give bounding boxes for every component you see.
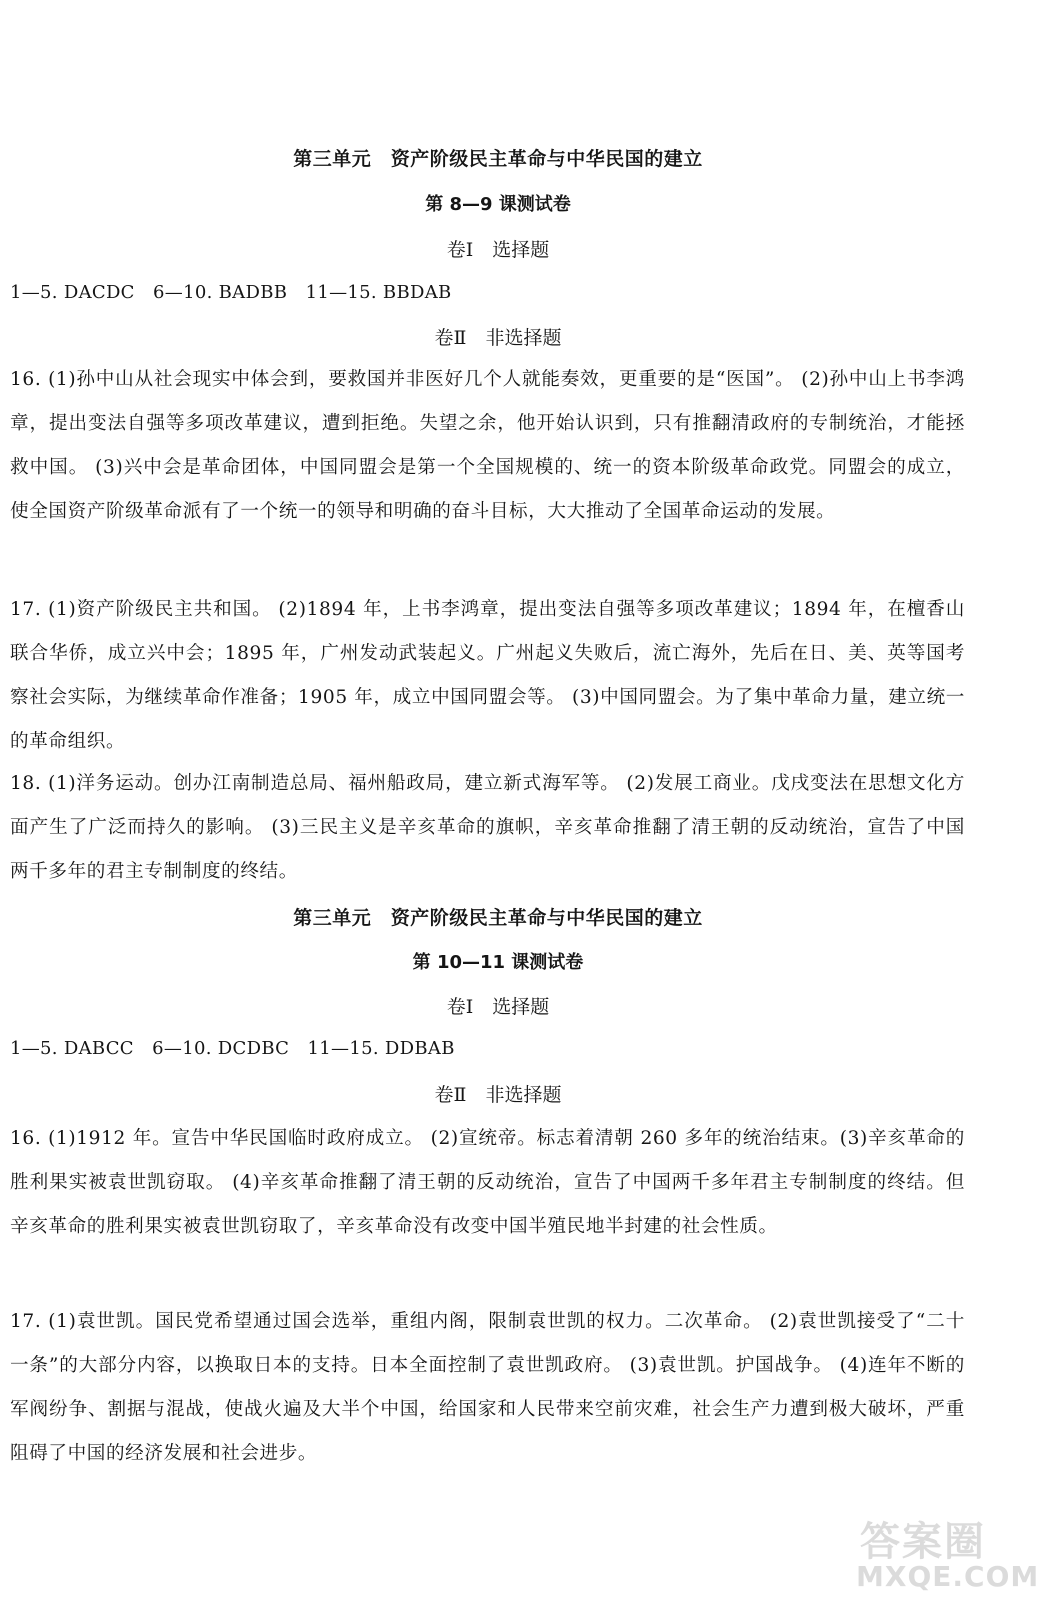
site-watermark-logo xyxy=(852,1510,1039,1596)
answer-16-section2: 16. (1)1912 年。宣告中华民国临时政府成立。 (2)宣统帝。标志着清朝 260 多年的统治结束。(3)辛亥革命的胜利果实被袁世凯窃取。 (4)辛亥革命推翻了清王朝的反动统治，宣告了中国两千多年君主专制制度的终结。但辛亥革命的胜利果实被袁世凯窃取了，辛亥革命没有改变中国半殖民地半封建的社会性质。 xyxy=(10,1128,965,1237)
part1-title-1: 卷Ⅰ 选择题 xyxy=(446,239,550,261)
watermark-top-text: 答案圈 xyxy=(860,1519,986,1565)
watermark-bottom-text: MXQE.COM xyxy=(856,1560,1039,1593)
part2-title-2: 卷Ⅱ 非选择题 xyxy=(434,1084,562,1106)
answer-17-section1: 17. (1)资产阶级民主共和国。 (2)1894 年，上书李鸿章，提出变法自强等多项改革建议；1894 年，在檀香山联合华侨，成立兴中会；1895 年，广州发动武装起义。广州起义失败后，流亡海外，先后在日、美、英等国考察社会实际，为继续革命作准备；1905 年，成立中国同盟会等。 (3)中国同盟会。为了集中革命力量，建立统一的革命组织。 xyxy=(10,599,965,752)
unit-title-2: 第三单元 资产阶级民主革命与中华民国的建立 xyxy=(293,907,703,929)
answer-17-section2: 17. (1)袁世凯。国民党希望通过国会选举，重组内阁，限制袁世凯的权力。二次革命。 (2)袁世凯接受了“二十一条”的大部分内容，以换取日本的支持。日本全面控制了袁世凯政府。 (3)袁世凯。护国战争。 (4)连年不断的军阀纷争、割据与混战，使战火遍及大半个中国，给国家和人民带来空前灾难，社会生产力遭到极大破坏，严重阻碍了中国的经济发展和社会进步。 xyxy=(10,1311,965,1464)
answer-16-section1: 16. (1)孙中山从社会现实中体会到，要救国并非医好几个人就能奏效，更重要的是“医国”。 (2)孙中山上书李鸿章，提出变法自强等多项改革建议，遭到拒绝。失望之余，他开始认识到，只有推翻清政府的专制统治，才能拯救中国。 (3)兴中会是革命团体，中国同盟会是第一个全国规模的、统一的资本阶级革命政党。同盟会的成立，使全国资产阶级革命派有了一个统一的领导和明确的奋斗目标，大大推动了全国革命运动的发展。 xyxy=(10,369,965,522)
choice-answers-1: 1—5. DACDC 6—10. BADBB 11—15. BBDAB xyxy=(10,282,452,303)
test-title-1: 第 8—9 课测试卷 xyxy=(425,194,571,215)
test-title-2: 第 10—11 课测试卷 xyxy=(412,952,584,973)
choice-answers-2: 1—5. DABCC 6—10. DCDBC 11—15. DDBAB xyxy=(10,1038,455,1059)
unit-title-1: 第三单元 资产阶级民主革命与中华民国的建立 xyxy=(293,148,703,170)
answer-18-section1: 18. (1)洋务运动。创办江南制造总局、福州船政局，建立新式海军等。 (2)发展工商业。戊戌变法在思想文化方面产生了广泛而持久的影响。 (3)三民主义是辛亥革命的旗帜，辛亥革命推翻了清王朝的反动统治，宣告了中国两千多年的君主专制制度的终结。 xyxy=(10,773,965,882)
part1-title-2: 卷Ⅰ 选择题 xyxy=(446,996,550,1018)
part2-title-1: 卷Ⅱ 非选择题 xyxy=(434,327,562,349)
